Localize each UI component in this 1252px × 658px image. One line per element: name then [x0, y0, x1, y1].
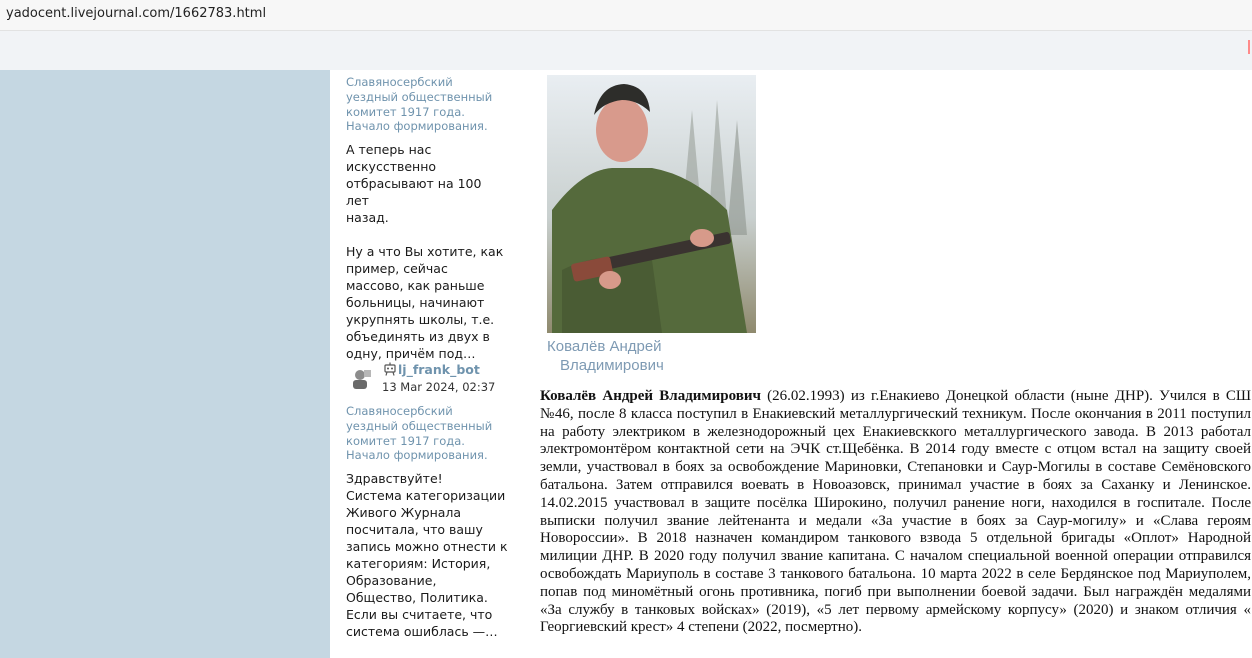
- robot-icon: [383, 362, 397, 376]
- article-text: (26.02.1993) из г.Енакиево Донецкой области (ныне ДНР). Учился в СШ №46, после 8 класса поступил в Енакиевский металлургический техникум. После окончания в 2011 поступил на работу электриком в железнодорожный цех Енакиевсккого металлургического завода. В 2013 работал электромонтёром контактной сети на ЭЧК ст.Щебёнка. В 2014 году вместе с отцом встал на защиту своей земли, участвовал в боях за освобождение Мариновки, Степановки и Саур-Могилы в составе Семёновского батальона. Затем отправился воевать в Новоазовск, принимал участие в боях за Саханку и Ленинское. 14.02.2015 участвовал в защите посёлка Широкино, получил ранение ноги, находился в госпитале. После выписки получил звание лейтенанта и медали «За участие в боях за Саур-могилу» и «Слава героям Новороссии». В 2018 назначен командиром танкового взвода 5 отдельной бригады «Оплот» Народной милиции ДНР. В 2020 году получил звание капитана. С началом специальной военной операции отправился освобождать Мариуполь в составе 3 танкового батальона. 10 марта 2022 в селе Бердянское под Мариуполем, попав под миномётный огонь противника, погиб при выполнении боевой задачи. Был награждён медалями «За службу в танковых войсках» (2019), «5 лет первому армейскому корпусу» (2020) и знаком отличия « Георгиевский крест» 4 степени (2022, посмертно).: [540, 388, 1251, 636]
- comment-line: Живого Журнала: [346, 505, 462, 520]
- comment-line: пример, сейчас: [346, 261, 448, 276]
- comment-line: укрупнять школы, т.е.: [346, 312, 495, 327]
- user-avatar[interactable]: [348, 366, 374, 392]
- left-background-panel: [0, 70, 330, 658]
- article-body: [540, 388, 1251, 637]
- comment-line: Общество, Политика.: [346, 590, 488, 605]
- comment-line: категориям: История,: [346, 556, 491, 571]
- comment-text: [346, 470, 508, 640]
- comment-line: массово, как раньше: [346, 278, 485, 293]
- portrait-photo: [542, 70, 764, 378]
- comment-line: Если вы считаете, что: [346, 607, 493, 622]
- comment-line: Система категоризации: [346, 488, 506, 503]
- comment-line: система ошиблась —…: [346, 624, 498, 639]
- comment-post-link[interactable]: Славяносербский уездный общественный комитет 1917 года. Начало формирования.: [346, 404, 493, 463]
- comment-post-link[interactable]: Славяносербский уездный общественный комитет 1917 года. Начало формирования.: [346, 75, 493, 134]
- comment-line: отбрасывают на 100 лет: [346, 176, 482, 208]
- comment-text: [346, 141, 508, 362]
- comment-username[interactable]: lj_frank_bot: [398, 362, 480, 377]
- comment-line: посчитала, что вашу: [346, 522, 483, 537]
- comment-line: одну, причём под…: [346, 346, 476, 361]
- article-person-name: Ковалёв Андрей Владимирович: [540, 388, 761, 404]
- comment-line: Здравствуйте!: [346, 471, 443, 486]
- address-bar[interactable]: [0, 0, 1252, 31]
- scroll-edge-marker: [1248, 40, 1250, 54]
- comment-line: Образование,: [346, 573, 437, 588]
- comment-line: Ну а что Вы хотите, как: [346, 244, 504, 259]
- comment-line: искусственно: [346, 159, 437, 174]
- comment-line: А теперь нас: [346, 142, 432, 157]
- comment-line: запись можно отнести к: [346, 539, 508, 554]
- url-text[interactable]: yadocent.livejournal.com/1662783.html: [6, 6, 267, 21]
- page-top-strip: [0, 31, 1252, 70]
- comment-spacer: [346, 226, 508, 243]
- photo-caption-line1: Ковалёв Андрей: [547, 338, 662, 355]
- comment-line: объединять из двух в: [346, 329, 490, 344]
- comment-date: 13 Mar 2024, 02:37: [382, 380, 496, 394]
- comment-line: назад.: [346, 210, 389, 225]
- photo-caption-line2: Владимирович: [560, 357, 664, 374]
- comment-line: больницы, начинают: [346, 295, 485, 310]
